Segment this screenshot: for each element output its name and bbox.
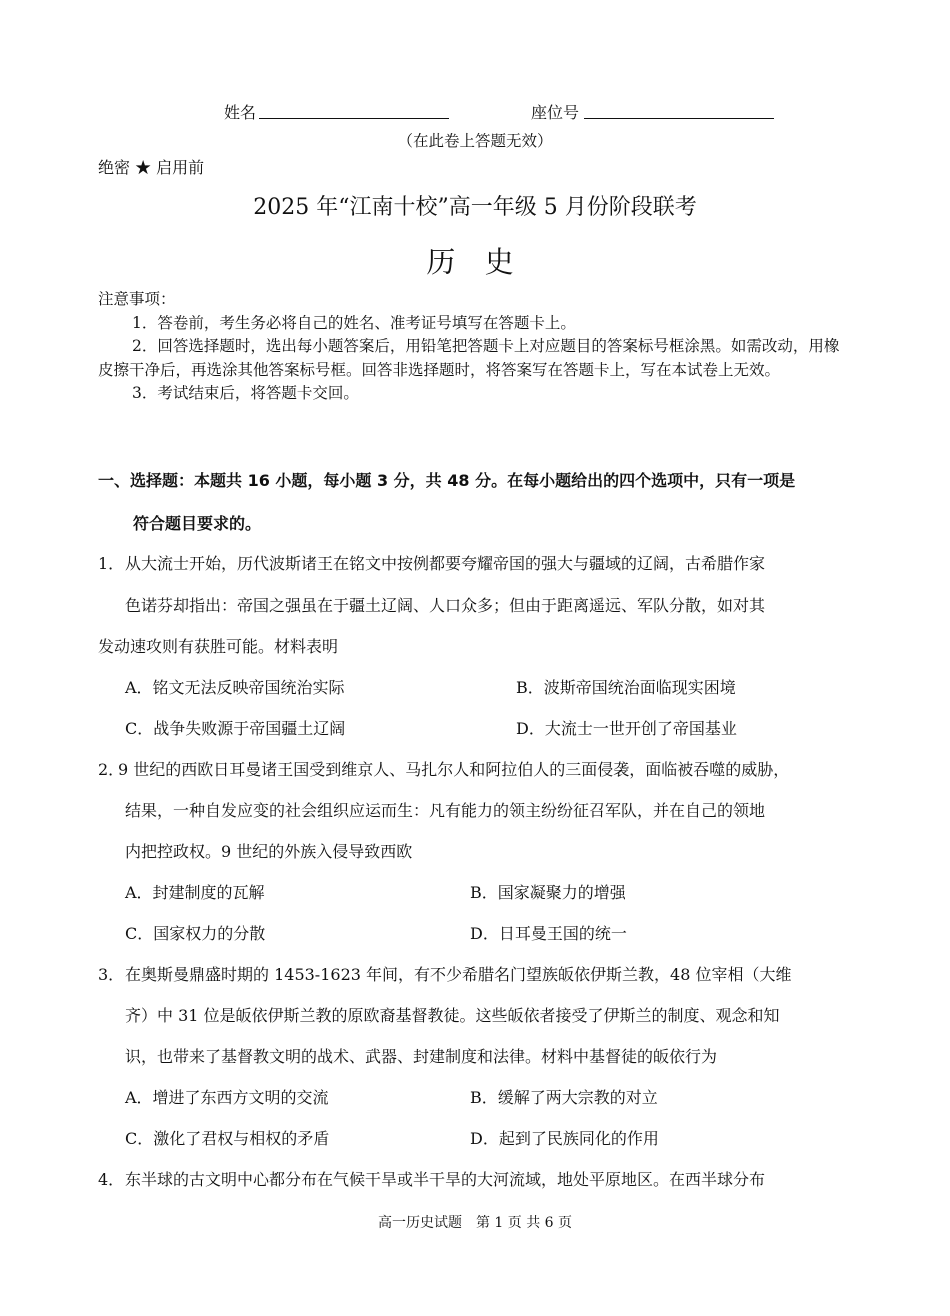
option-b[interactable]: B．国家凝聚力的增强 <box>470 883 626 902</box>
name-label: 姓名 <box>224 103 257 122</box>
option-a[interactable]: A．封建制度的瓦解 <box>125 883 265 902</box>
option-b[interactable]: B．缓解了两大宗教的对立 <box>470 1088 658 1107</box>
section-heading-line1: 一、选择题：本题共 16 小题，每小题 3 分，共 48 分。在每小题给出的四个选项中，只有一项是 <box>98 471 796 490</box>
option-a[interactable]: A．增进了东西方文明的交流 <box>125 1088 329 1107</box>
question-number: 2． <box>98 760 125 779</box>
option-d[interactable]: D．起到了民族同化的作用 <box>470 1129 659 1148</box>
exam-subject: 历 史 <box>426 245 524 279</box>
question-text: 东半球的古文明中心都分布在气候干旱或半干旱的大河流域，地处平原地区。在西半球分布 <box>125 1170 766 1189</box>
option-a[interactable]: A．铭文无法反映帝国统治实际 <box>125 678 345 697</box>
notes-heading: 注意事项： <box>98 290 176 308</box>
option-d[interactable]: D．大流士一世开创了帝国基业 <box>516 719 737 738</box>
page-footer: 高一历史试题 第 1 页 共 6 页 <box>377 1215 573 1231</box>
question-text: 发动速攻则有获胜可能。材料表明 <box>98 637 339 656</box>
question-text: 齐）中 31 位是皈依伊斯兰教的原欧裔基督教徒。这些皈依者接受了伊斯兰的制度、观念和知 <box>125 1006 780 1025</box>
option-c[interactable]: C．激化了君权与相权的矛盾 <box>125 1129 330 1148</box>
question-text: 9 世纪的西欧日耳曼诸王国受到维京人、马扎尔人和阿拉伯人的三面侵袭，面临被吞噬的威胁， <box>118 760 790 779</box>
question-text: 从大流士开始，历代波斯诸王在铭文中按例都要夸耀帝国的强大与疆域的辽阔，古希腊作家 <box>125 554 766 573</box>
seat-label: 座位号 <box>531 103 580 122</box>
note-item: 1．答卷前，考生务必将自己的姓名、准考证号填写在答题卡上。 <box>132 313 576 332</box>
question-text: 结果，一种自发应变的社会组织应运而生：凡有能力的领主纷纷征召军队，并在自己的领地 <box>125 801 766 820</box>
exam-title: 2025 年“江南十校”高一年级 5 月份阶段联考 <box>253 195 697 220</box>
invalid-note: （在此卷上答题无效） <box>397 132 553 150</box>
notes-block <box>98 288 854 406</box>
section-heading-line2: 符合题目要求的。 <box>133 514 262 533</box>
question-text: 在奥斯曼鼎盛时期的 1453-1623 年间，有不少希腊名门望族皈依伊斯兰教，48 位宰相（大维 <box>125 965 792 984</box>
option-c[interactable]: C．国家权力的分散 <box>125 924 266 943</box>
question-number: 1． <box>98 554 125 573</box>
option-d[interactable]: D．日耳曼王国的统一 <box>470 924 627 943</box>
question-number: 3． <box>98 965 125 984</box>
secret-label: 绝密 ★ 启用前 <box>98 158 205 177</box>
option-b[interactable]: B．波斯帝国统治面临现实困境 <box>516 678 736 697</box>
note-item: 2．回答选择题时，选出每小题答案后，用铅笔把答题卡上对应题目的答案标号框涂黑。如需改动，用橡皮擦干净后，再选涂其他答案标号框。回答非选择题时，将答案写在答题卡上，写在本试卷上无效。 <box>98 337 840 379</box>
question-text: 识，也带来了基督教文明的战术、武器、封建制度和法律。材料中基督徒的皈依行为 <box>125 1047 718 1066</box>
option-c[interactable]: C．战争失败源于帝国疆土辽阔 <box>125 719 346 738</box>
question-number: 4． <box>98 1170 125 1189</box>
note-item: 3．考试结束后，将答题卡交回。 <box>132 384 359 402</box>
name-field[interactable] <box>259 102 449 119</box>
question-text: 色诺芬却指出：帝国之强虽在于疆土辽阔、人口众多；但由于距离遥远、军队分散，如对其 <box>125 596 766 615</box>
question-text: 内把控政权。9 世纪的外族入侵导致西欧 <box>125 842 413 861</box>
seat-field[interactable] <box>584 102 774 119</box>
